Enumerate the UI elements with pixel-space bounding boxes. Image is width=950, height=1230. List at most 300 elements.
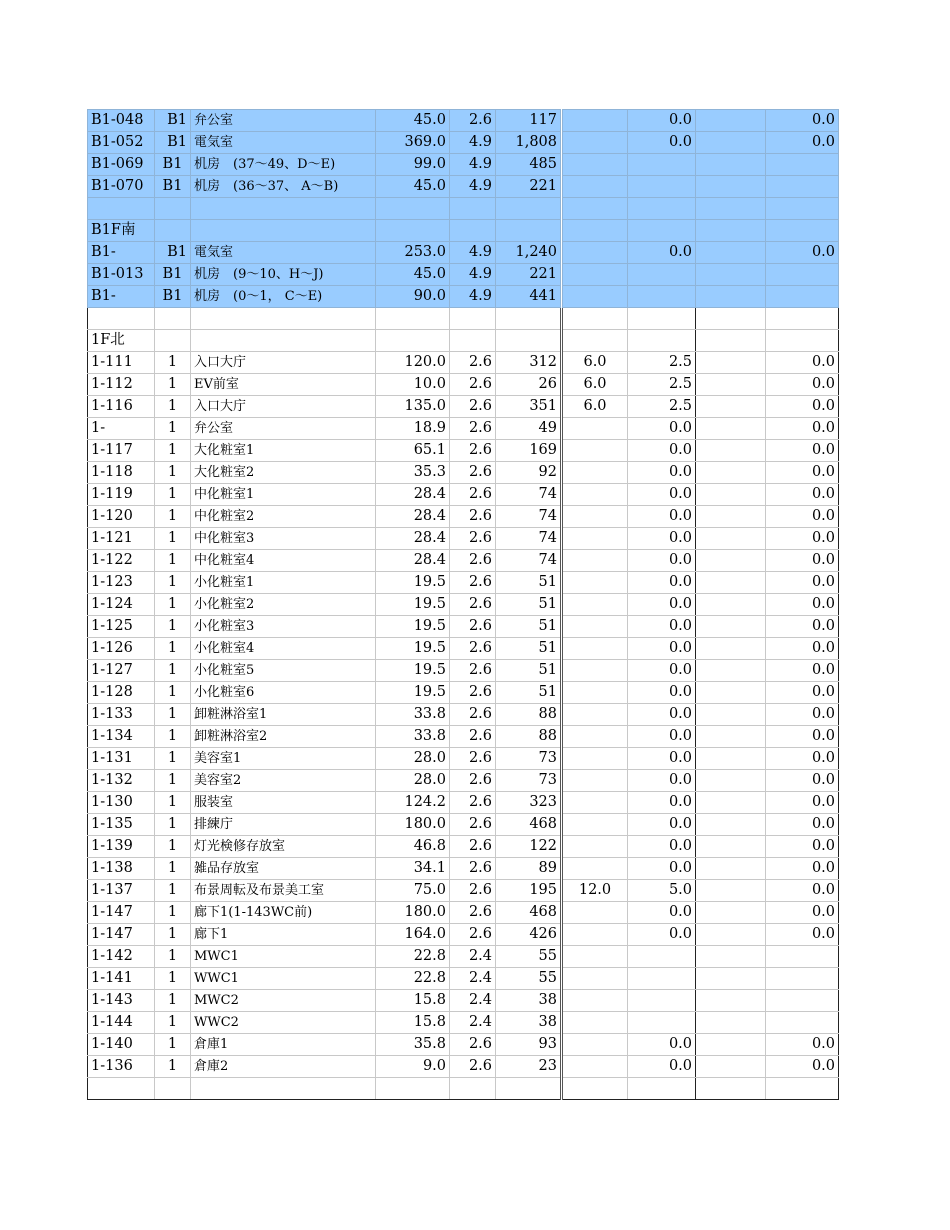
- cell-c4: 0.0: [766, 616, 839, 638]
- cell-h: 2.6: [450, 880, 496, 902]
- cell-c3: [696, 726, 766, 748]
- cell-c1: [562, 924, 628, 946]
- cell-c1: [562, 132, 628, 154]
- cell-c4: 0.0: [766, 836, 839, 858]
- cell-h: 2.6: [450, 528, 496, 550]
- cell-fl: B1: [155, 264, 191, 286]
- cell-c4: 0.0: [766, 1034, 839, 1056]
- cell-c3: [696, 858, 766, 880]
- cell-id: 1-137: [88, 880, 155, 902]
- cell-id: 1-117: [88, 440, 155, 462]
- empty-cell: [450, 1078, 496, 1100]
- cell-fl: 1: [155, 836, 191, 858]
- cell-c1: [562, 704, 628, 726]
- cell-vol: 441: [496, 286, 562, 308]
- table-row: [88, 638, 839, 660]
- cell-fl: 1: [155, 572, 191, 594]
- table-row: [88, 110, 839, 132]
- cell-vol: 92: [496, 462, 562, 484]
- cell-fl: 1: [155, 968, 191, 990]
- cell-fl: 1: [155, 638, 191, 660]
- cell-vol: 323: [496, 792, 562, 814]
- cell-c2: 0.0: [628, 462, 696, 484]
- cell-c4: [766, 990, 839, 1012]
- cell-id: B1-: [88, 286, 155, 308]
- cell-h: 2.4: [450, 1012, 496, 1034]
- table-row: [88, 814, 839, 836]
- cell-c4: 0.0: [766, 506, 839, 528]
- empty-cell: [88, 1078, 155, 1100]
- empty-cell: [450, 198, 496, 220]
- cell-fl: 1: [155, 704, 191, 726]
- cell-c3: [696, 132, 766, 154]
- cell-c2: 0.0: [628, 858, 696, 880]
- cell-h: 2.6: [450, 550, 496, 572]
- cell-vol: 51: [496, 594, 562, 616]
- empty-cell: [766, 220, 839, 242]
- cell-c1: [562, 858, 628, 880]
- cell-area: 45.0: [376, 110, 450, 132]
- section-label: 1F北: [88, 330, 155, 352]
- cell-c4: 0.0: [766, 902, 839, 924]
- cell-h: 2.6: [450, 704, 496, 726]
- cell-fl: 1: [155, 616, 191, 638]
- cell-c1: [562, 484, 628, 506]
- cell-c4: 0.0: [766, 770, 839, 792]
- cell-area: 19.5: [376, 682, 450, 704]
- empty-cell: [628, 308, 696, 330]
- table-row: [88, 484, 839, 506]
- cell-area: 22.8: [376, 968, 450, 990]
- cell-c4: 0.0: [766, 858, 839, 880]
- cell-h: 2.6: [450, 594, 496, 616]
- cell-c2: 0.0: [628, 550, 696, 572]
- cell-fl: 1: [155, 748, 191, 770]
- empty-cell: [496, 308, 562, 330]
- cell-vol: 426: [496, 924, 562, 946]
- cell-c2: 5.0: [628, 880, 696, 902]
- cell-c4: 0.0: [766, 1056, 839, 1078]
- cell-c3: [696, 176, 766, 198]
- cell-area: 34.1: [376, 858, 450, 880]
- cell-fl: 1: [155, 902, 191, 924]
- cell-c1: [562, 506, 628, 528]
- cell-c3: [696, 484, 766, 506]
- table-row: [88, 264, 839, 286]
- cell-c4: 0.0: [766, 352, 839, 374]
- cell-h: 2.6: [450, 110, 496, 132]
- blank-row: [88, 198, 839, 220]
- cell-name: 電気室: [191, 242, 376, 264]
- cell-vol: 51: [496, 572, 562, 594]
- cell-vol: 88: [496, 704, 562, 726]
- cell-area: 35.3: [376, 462, 450, 484]
- cell-id: B1-069: [88, 154, 155, 176]
- cell-id: 1-139: [88, 836, 155, 858]
- empty-cell: [766, 198, 839, 220]
- cell-h: 2.4: [450, 990, 496, 1012]
- table-row: [88, 704, 839, 726]
- empty-cell: [696, 220, 766, 242]
- cell-name: 倉庫1: [191, 1034, 376, 1056]
- empty-cell: [376, 220, 450, 242]
- cell-c2: 0.0: [628, 440, 696, 462]
- cell-c4: 0.0: [766, 726, 839, 748]
- cell-fl: 1: [155, 396, 191, 418]
- cell-c1: 6.0: [562, 374, 628, 396]
- cell-id: 1-119: [88, 484, 155, 506]
- cell-c4: 0.0: [766, 638, 839, 660]
- cell-name: 排練庁: [191, 814, 376, 836]
- cell-c2: 0.0: [628, 660, 696, 682]
- cell-area: 18.9: [376, 418, 450, 440]
- cell-h: 2.6: [450, 418, 496, 440]
- cell-c1: [562, 154, 628, 176]
- cell-fl: B1: [155, 176, 191, 198]
- cell-c4: 0.0: [766, 132, 839, 154]
- cell-c4: 0.0: [766, 484, 839, 506]
- empty-cell: [628, 220, 696, 242]
- cell-fl: 1: [155, 770, 191, 792]
- cell-c4: [766, 154, 839, 176]
- cell-c2: 0.0: [628, 748, 696, 770]
- cell-c4: 0.0: [766, 594, 839, 616]
- cell-fl: 1: [155, 462, 191, 484]
- cell-c1: 6.0: [562, 396, 628, 418]
- cell-c1: [562, 990, 628, 1012]
- cell-vol: 38: [496, 1012, 562, 1034]
- cell-area: 10.0: [376, 374, 450, 396]
- cell-name: 灯光検修存放室: [191, 836, 376, 858]
- cell-c4: 0.0: [766, 814, 839, 836]
- empty-cell: [696, 198, 766, 220]
- table-row: [88, 154, 839, 176]
- cell-c1: [562, 748, 628, 770]
- cell-c4: 0.0: [766, 572, 839, 594]
- cell-c4: 0.0: [766, 396, 839, 418]
- cell-name: 机房 (37～49、D～E): [191, 154, 376, 176]
- cell-fl: B1: [155, 242, 191, 264]
- cell-name: 雑品存放室: [191, 858, 376, 880]
- cell-area: 33.8: [376, 704, 450, 726]
- empty-cell: [191, 330, 376, 352]
- table-row: [88, 374, 839, 396]
- cell-h: 4.9: [450, 154, 496, 176]
- cell-vol: 89: [496, 858, 562, 880]
- cell-c2: 0.0: [628, 770, 696, 792]
- cell-c3: [696, 462, 766, 484]
- cell-name: WWC2: [191, 1012, 376, 1034]
- table-row: [88, 924, 839, 946]
- cell-h: 2.6: [450, 660, 496, 682]
- cell-c3: [696, 990, 766, 1012]
- cell-c2: [628, 264, 696, 286]
- cell-name: 美容室2: [191, 770, 376, 792]
- cell-name: 中化粧室2: [191, 506, 376, 528]
- cell-c3: [696, 594, 766, 616]
- cell-area: 369.0: [376, 132, 450, 154]
- cell-c3: [696, 704, 766, 726]
- cell-c1: [562, 594, 628, 616]
- cell-c1: [562, 792, 628, 814]
- table-row: [88, 594, 839, 616]
- table-row: [88, 440, 839, 462]
- cell-c1: [562, 110, 628, 132]
- cell-c3: [696, 418, 766, 440]
- cell-id: 1-111: [88, 352, 155, 374]
- table-row: [88, 858, 839, 880]
- cell-c4: 0.0: [766, 550, 839, 572]
- cell-c1: [562, 1056, 628, 1078]
- cell-id: 1-112: [88, 374, 155, 396]
- cell-name: EV前室: [191, 374, 376, 396]
- empty-cell: [191, 198, 376, 220]
- cell-c2: [628, 990, 696, 1012]
- cell-c4: [766, 1012, 839, 1034]
- table-row: [88, 132, 839, 154]
- cell-c2: 2.5: [628, 352, 696, 374]
- cell-c4: 0.0: [766, 748, 839, 770]
- cell-c1: [562, 264, 628, 286]
- empty-cell: [376, 1078, 450, 1100]
- cell-c3: [696, 924, 766, 946]
- cell-c2: 0.0: [628, 814, 696, 836]
- cell-name: 小化粧室4: [191, 638, 376, 660]
- cell-area: 90.0: [376, 286, 450, 308]
- cell-c1: [562, 660, 628, 682]
- cell-id: 1-141: [88, 968, 155, 990]
- cell-area: 19.5: [376, 572, 450, 594]
- cell-c3: [696, 946, 766, 968]
- cell-c4: [766, 176, 839, 198]
- cell-id: 1-138: [88, 858, 155, 880]
- cell-c2: 0.0: [628, 792, 696, 814]
- empty-cell: [88, 198, 155, 220]
- cell-h: 2.6: [450, 814, 496, 836]
- cell-vol: 74: [496, 528, 562, 550]
- cell-vol: 73: [496, 748, 562, 770]
- cell-id: 1-120: [88, 506, 155, 528]
- cell-c3: [696, 682, 766, 704]
- cell-vol: 26: [496, 374, 562, 396]
- empty-cell: [562, 330, 628, 352]
- cell-h: 2.6: [450, 1056, 496, 1078]
- cell-fl: B1: [155, 132, 191, 154]
- cell-name: 中化粧室4: [191, 550, 376, 572]
- cell-h: 2.6: [450, 726, 496, 748]
- cell-id: 1-128: [88, 682, 155, 704]
- cell-vol: 221: [496, 176, 562, 198]
- cell-vol: 51: [496, 616, 562, 638]
- empty-cell: [191, 220, 376, 242]
- cell-vol: 55: [496, 946, 562, 968]
- cell-name: 弁公室: [191, 418, 376, 440]
- cell-area: 28.4: [376, 484, 450, 506]
- empty-cell: [191, 1078, 376, 1100]
- cell-name: 電気室: [191, 132, 376, 154]
- cell-h: 2.6: [450, 374, 496, 396]
- cell-c3: [696, 506, 766, 528]
- cell-area: 180.0: [376, 902, 450, 924]
- table-row: [88, 506, 839, 528]
- cell-c3: [696, 616, 766, 638]
- cell-c2: 0.0: [628, 418, 696, 440]
- cell-c3: [696, 440, 766, 462]
- cell-area: 28.0: [376, 770, 450, 792]
- cell-area: 99.0: [376, 154, 450, 176]
- cell-fl: B1: [155, 286, 191, 308]
- cell-area: 65.1: [376, 440, 450, 462]
- empty-cell: [496, 198, 562, 220]
- cell-id: 1-127: [88, 660, 155, 682]
- cell-id: 1-124: [88, 594, 155, 616]
- cell-id: 1-147: [88, 924, 155, 946]
- blank-row: [88, 308, 839, 330]
- cell-h: 2.6: [450, 484, 496, 506]
- empty-cell: [696, 308, 766, 330]
- cell-id: 1-136: [88, 1056, 155, 1078]
- cell-c3: [696, 792, 766, 814]
- cell-h: 2.6: [450, 924, 496, 946]
- cell-fl: B1: [155, 110, 191, 132]
- cell-area: 75.0: [376, 880, 450, 902]
- cell-c4: 0.0: [766, 418, 839, 440]
- cell-name: WWC1: [191, 968, 376, 990]
- cell-fl: 1: [155, 1012, 191, 1034]
- empty-cell: [496, 220, 562, 242]
- empty-cell: [562, 220, 628, 242]
- cell-c3: [696, 748, 766, 770]
- cell-area: 28.4: [376, 550, 450, 572]
- table-row: [88, 550, 839, 572]
- cell-c1: [562, 528, 628, 550]
- cell-vol: 23: [496, 1056, 562, 1078]
- cell-vol: 93: [496, 1034, 562, 1056]
- cell-h: 2.6: [450, 616, 496, 638]
- cell-c4: 0.0: [766, 880, 839, 902]
- cell-name: 小化粧室3: [191, 616, 376, 638]
- empty-cell: [696, 330, 766, 352]
- cell-c1: [562, 242, 628, 264]
- cell-id: 1-140: [88, 1034, 155, 1056]
- cell-name: 机房 (0～1， C～E): [191, 286, 376, 308]
- cell-vol: 1,808: [496, 132, 562, 154]
- cell-h: 2.6: [450, 902, 496, 924]
- cell-id: 1-134: [88, 726, 155, 748]
- cell-c1: [562, 418, 628, 440]
- cell-c3: [696, 638, 766, 660]
- cell-name: 卸粧淋浴室2: [191, 726, 376, 748]
- cell-c2: 0.0: [628, 902, 696, 924]
- cell-vol: 485: [496, 154, 562, 176]
- cell-c1: [562, 902, 628, 924]
- empty-cell: [562, 198, 628, 220]
- cell-h: 2.4: [450, 946, 496, 968]
- cell-c2: 0.0: [628, 506, 696, 528]
- cell-h: 2.6: [450, 440, 496, 462]
- blank-row: [88, 1078, 839, 1100]
- cell-c2: 0.0: [628, 110, 696, 132]
- cell-fl: 1: [155, 946, 191, 968]
- cell-fl: 1: [155, 660, 191, 682]
- cell-c2: 0.0: [628, 242, 696, 264]
- cell-c3: [696, 1034, 766, 1056]
- empty-cell: [155, 330, 191, 352]
- cell-h: 2.6: [450, 396, 496, 418]
- cell-id: 1-147: [88, 902, 155, 924]
- cell-vol: 122: [496, 836, 562, 858]
- table-row: [88, 1034, 839, 1056]
- cell-fl: 1: [155, 880, 191, 902]
- cell-area: 15.8: [376, 1012, 450, 1034]
- cell-c3: [696, 814, 766, 836]
- cell-fl: 1: [155, 352, 191, 374]
- cell-c2: [628, 968, 696, 990]
- cell-h: 4.9: [450, 242, 496, 264]
- cell-name: 服装室: [191, 792, 376, 814]
- cell-c4: 0.0: [766, 440, 839, 462]
- cell-id: 1-132: [88, 770, 155, 792]
- cell-fl: 1: [155, 682, 191, 704]
- cell-area: 9.0: [376, 1056, 450, 1078]
- cell-fl: 1: [155, 814, 191, 836]
- cell-h: 2.6: [450, 682, 496, 704]
- cell-area: 19.5: [376, 594, 450, 616]
- cell-c2: 0.0: [628, 924, 696, 946]
- cell-vol: 51: [496, 682, 562, 704]
- empty-cell: [628, 198, 696, 220]
- cell-name: 倉庫2: [191, 1056, 376, 1078]
- cell-area: 120.0: [376, 352, 450, 374]
- cell-name: 廊下1(1-143WC前): [191, 902, 376, 924]
- cell-name: 大化粧室2: [191, 462, 376, 484]
- table-row: [88, 726, 839, 748]
- cell-c1: [562, 1012, 628, 1034]
- cell-c4: [766, 286, 839, 308]
- cell-area: 180.0: [376, 814, 450, 836]
- cell-c3: [696, 968, 766, 990]
- cell-fl: 1: [155, 1056, 191, 1078]
- cell-area: 135.0: [376, 396, 450, 418]
- table-row: [88, 1012, 839, 1034]
- empty-cell: [191, 308, 376, 330]
- cell-c2: 0.0: [628, 594, 696, 616]
- table-row: [88, 660, 839, 682]
- cell-fl: 1: [155, 418, 191, 440]
- cell-area: 19.5: [376, 616, 450, 638]
- table-row: [88, 902, 839, 924]
- cell-fl: 1: [155, 594, 191, 616]
- cell-c2: [628, 1012, 696, 1034]
- cell-area: 28.4: [376, 506, 450, 528]
- section-label: B1F南: [88, 220, 155, 242]
- table-row: [88, 792, 839, 814]
- cell-vol: 74: [496, 550, 562, 572]
- empty-cell: [766, 308, 839, 330]
- table-row: [88, 572, 839, 594]
- cell-name: MWC1: [191, 946, 376, 968]
- cell-id: B1-013: [88, 264, 155, 286]
- cell-vol: 38: [496, 990, 562, 1012]
- cell-area: 33.8: [376, 726, 450, 748]
- table-row: [88, 880, 839, 902]
- empty-cell: [376, 308, 450, 330]
- cell-id: 1-: [88, 418, 155, 440]
- cell-name: 机房 (36～37、 A～B): [191, 176, 376, 198]
- cell-id: B1-: [88, 242, 155, 264]
- cell-vol: 195: [496, 880, 562, 902]
- cell-c4: 0.0: [766, 110, 839, 132]
